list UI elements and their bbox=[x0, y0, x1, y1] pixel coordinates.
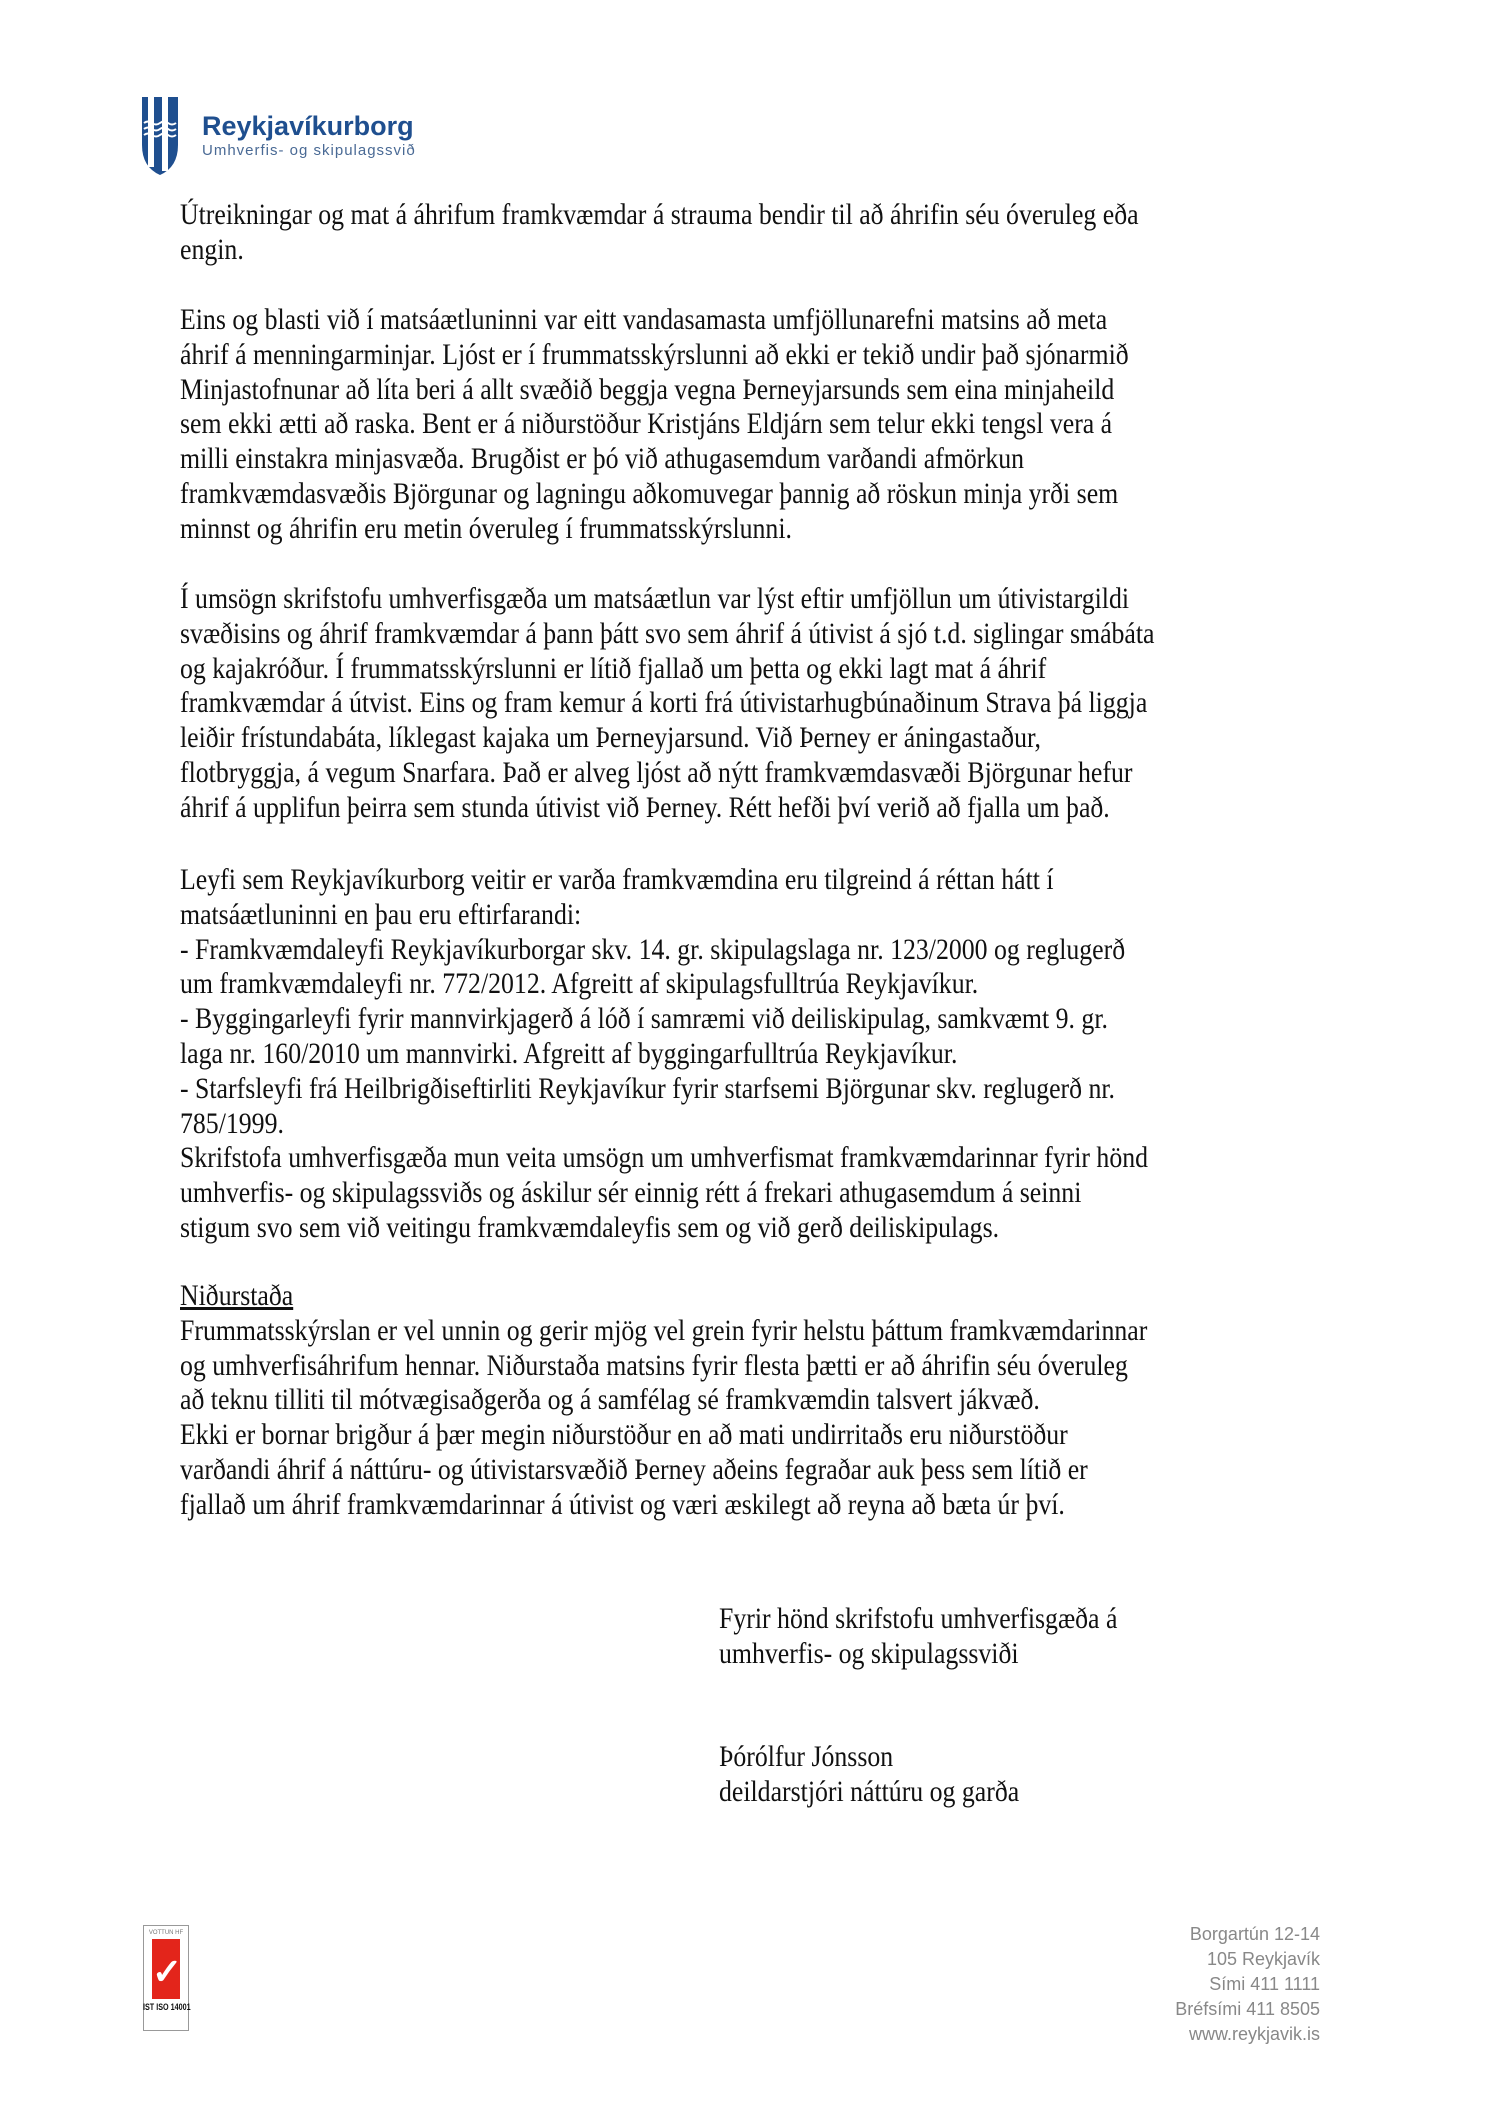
text-line: umhverfis- og skipulagssviðs og áskilur sér einnig rétt á frekari athugasemdum á seinni bbox=[180, 1176, 1082, 1210]
text-line: stigum svo sem við veitingu framkvæmdaleyfis sem og við gerð deiliskipulags. bbox=[180, 1210, 1000, 1244]
signature-on-behalf bbox=[719, 1602, 1182, 1672]
text-line: Eins og blasti við í matsáætluninni var eitt vandasamasta umfjöllunarefni matsins að meta bbox=[180, 303, 1108, 336]
text-line: milli einstakra minjasvæða. Brugðist er þó við athugasemdum varðandi afmörkun bbox=[180, 442, 1025, 476]
text-line: - Starfsleyfi frá Heilbrigðiseftirliti Reykjavíkur fyrir starfsemi Björgunar skv. reglugerð nr. bbox=[180, 1071, 1116, 1105]
org-name: Reykjavíkurborg bbox=[202, 111, 414, 141]
paragraph-permits bbox=[180, 863, 1306, 1246]
iso-top-label: VOTTUN HF bbox=[148, 1930, 184, 1936]
text-line: varðandi áhrif á náttúru- og útivistarsvæðið Þerney aðeins fegraðar auk þess sem lítið er bbox=[180, 1452, 1088, 1486]
signatory-name: Þórólfur Jónsson bbox=[719, 1740, 894, 1773]
text-line: engin. bbox=[180, 232, 244, 266]
paragraph-heritage bbox=[180, 303, 1283, 547]
text-line: umhverfis- og skipulagssviði bbox=[719, 1636, 1019, 1670]
text-line: framkvæmdar á útvist. Eins og fram kemur á korti frá útivistarhugbúnaðinum Strava þá liggja bbox=[180, 686, 1148, 720]
text-line: Fyrir hönd skrifstofu umhverfisgæða á bbox=[719, 1602, 1118, 1635]
paragraph-currents bbox=[180, 198, 1295, 268]
signatory bbox=[719, 1740, 1068, 1810]
address-street: Borgartún 12-14 bbox=[1189, 1924, 1320, 1944]
iso-label: IST ISO 14001 bbox=[143, 2002, 191, 2012]
paragraph-outdoor bbox=[180, 582, 1313, 826]
address-city: 105 Reykjavík bbox=[1206, 1949, 1320, 1969]
text-line: minnst og áhrifin eru metin óveruleg í frummatsskýrslunni. bbox=[180, 511, 792, 545]
text-line: - Byggingarleyfi fyrir mannvirkjagerð á lóð í samræmi við deiliskipulag, samkvæmt 9. gr. bbox=[180, 1002, 1108, 1036]
text-line: og kajakróður. Í frummatsskýrslunni er lítið fjallað um þetta og ekki lagt mat á áhrif bbox=[180, 651, 1047, 685]
text-line: og umhverfisáhrifum hennar. Niðurstaða matsins fyrir flesta þætti er að áhrifin séu óveruleg bbox=[180, 1348, 1128, 1382]
address-fax: Bréfsími 411 8505 bbox=[1175, 1999, 1320, 2019]
iso-14001-badge bbox=[143, 1925, 189, 2031]
coat-of-arms-icon bbox=[140, 95, 180, 177]
text-line: áhrif á menningarminjar. Ljóst er í frummatsskýrslunni að ekki er tekið undir það sjónarmið bbox=[180, 337, 1129, 371]
text-line: Útreikningar og mat á áhrifum framkvæmdar á strauma bendir til að áhrifin séu óveruleg eða bbox=[180, 198, 1139, 231]
signatory-title: deildarstjóri náttúru og garða bbox=[719, 1774, 1020, 1808]
division-name: Umhverfis- og skipulagssvið bbox=[202, 142, 416, 159]
text-line: framkvæmdasvæðis Björgunar og lagningu aðkomuvegar þannig að röskun minja yrði sem bbox=[180, 476, 1119, 510]
reykjavik-logo bbox=[140, 95, 416, 177]
text-line: Minjastofnunar að líta beri á allt svæðið beggja vegna Þerneyjarsunds sem eina minjaheild bbox=[180, 372, 1115, 406]
footer-address bbox=[1175, 1922, 1320, 2047]
text-line: að teknu tilliti til mótvægisaðgerða og á samfélag sé framkvæmdin talsvert jákvæð. bbox=[180, 1383, 1040, 1417]
text-line: Ekki er bornar brigður á þær megin niðurstöður en að mati undirritaðs eru niðurstöður bbox=[180, 1418, 1068, 1452]
text-line: - Framkvæmdaleyfi Reykjavíkurborgar skv. 14. gr. skipulagslaga nr. 123/2000 og reglugerð bbox=[180, 932, 1126, 966]
address-website: www.reykjavik.is bbox=[1188, 2024, 1320, 2044]
conclusion-section bbox=[180, 1279, 1305, 1523]
text-line: fjallað um áhrif framkvæmdarinnar á útivist og væri æskilegt að reyna að bæta úr því. bbox=[180, 1487, 1065, 1521]
text-line: sem ekki ætti að raska. Bent er á niðurstöður Kristjáns Eldjárn sem telur ekki tengsl vera á bbox=[180, 407, 1113, 441]
text-line: laga nr. 160/2010 um mannvirki. Afgreitt af byggingarfulltrúa Reykjavíkur. bbox=[180, 1036, 958, 1070]
checkmark-icon: ✓ bbox=[152, 1951, 183, 1992]
address-phone: Sími 411 1111 bbox=[1209, 1974, 1320, 1994]
text-line: matsáætluninni en þau eru eftirfarandi: bbox=[180, 897, 582, 931]
text-line: 785/1999. bbox=[180, 1106, 284, 1140]
text-line: um framkvæmdaleyfi nr. 772/2012. Afgreitt af skipulagsfulltrúa Reykjavíkur. bbox=[180, 967, 979, 1001]
text-line: Í umsögn skrifstofu umhverfisgæða um matsáætlun var lýst eftir umfjöllun um útivistargildi bbox=[180, 582, 1130, 615]
text-line: flotbryggja, á vegum Snarfara. Það er alveg ljóst að nýtt framkvæmdasvæði Björgunar hefur bbox=[180, 755, 1133, 789]
text-line: svæðisins og áhrif framkvæmdar á þann þátt svo sem áhrif á útivist á sjó t.d. siglingar smábáta bbox=[180, 616, 1155, 650]
text-line: áhrif á upplifun þeirra sem stunda útivist við Þerney. Rétt hefði því verið að fjalla um það. bbox=[180, 790, 1110, 824]
text-line: leiðir frístundabáta, líklegast kajaka um Þerneyjarsund. Við Þerney er áningastaður, bbox=[180, 721, 1041, 755]
conclusion-heading: Niðurstaða bbox=[180, 1279, 294, 1312]
text-line: Frummatsskýrslan er vel unnin og gerir mjög vel grein fyrir helstu þáttum framkvæmdarinnar bbox=[180, 1313, 1148, 1347]
text-line: Leyfi sem Reykjavíkurborg veitir er varða framkvæmdina eru tilgreind á réttan hátt í bbox=[180, 863, 1054, 896]
text-line: Skrifstofa umhverfisgæða mun veita umsögn um umhverfismat framkvæmdarinnar fyrir hönd bbox=[180, 1141, 1149, 1175]
